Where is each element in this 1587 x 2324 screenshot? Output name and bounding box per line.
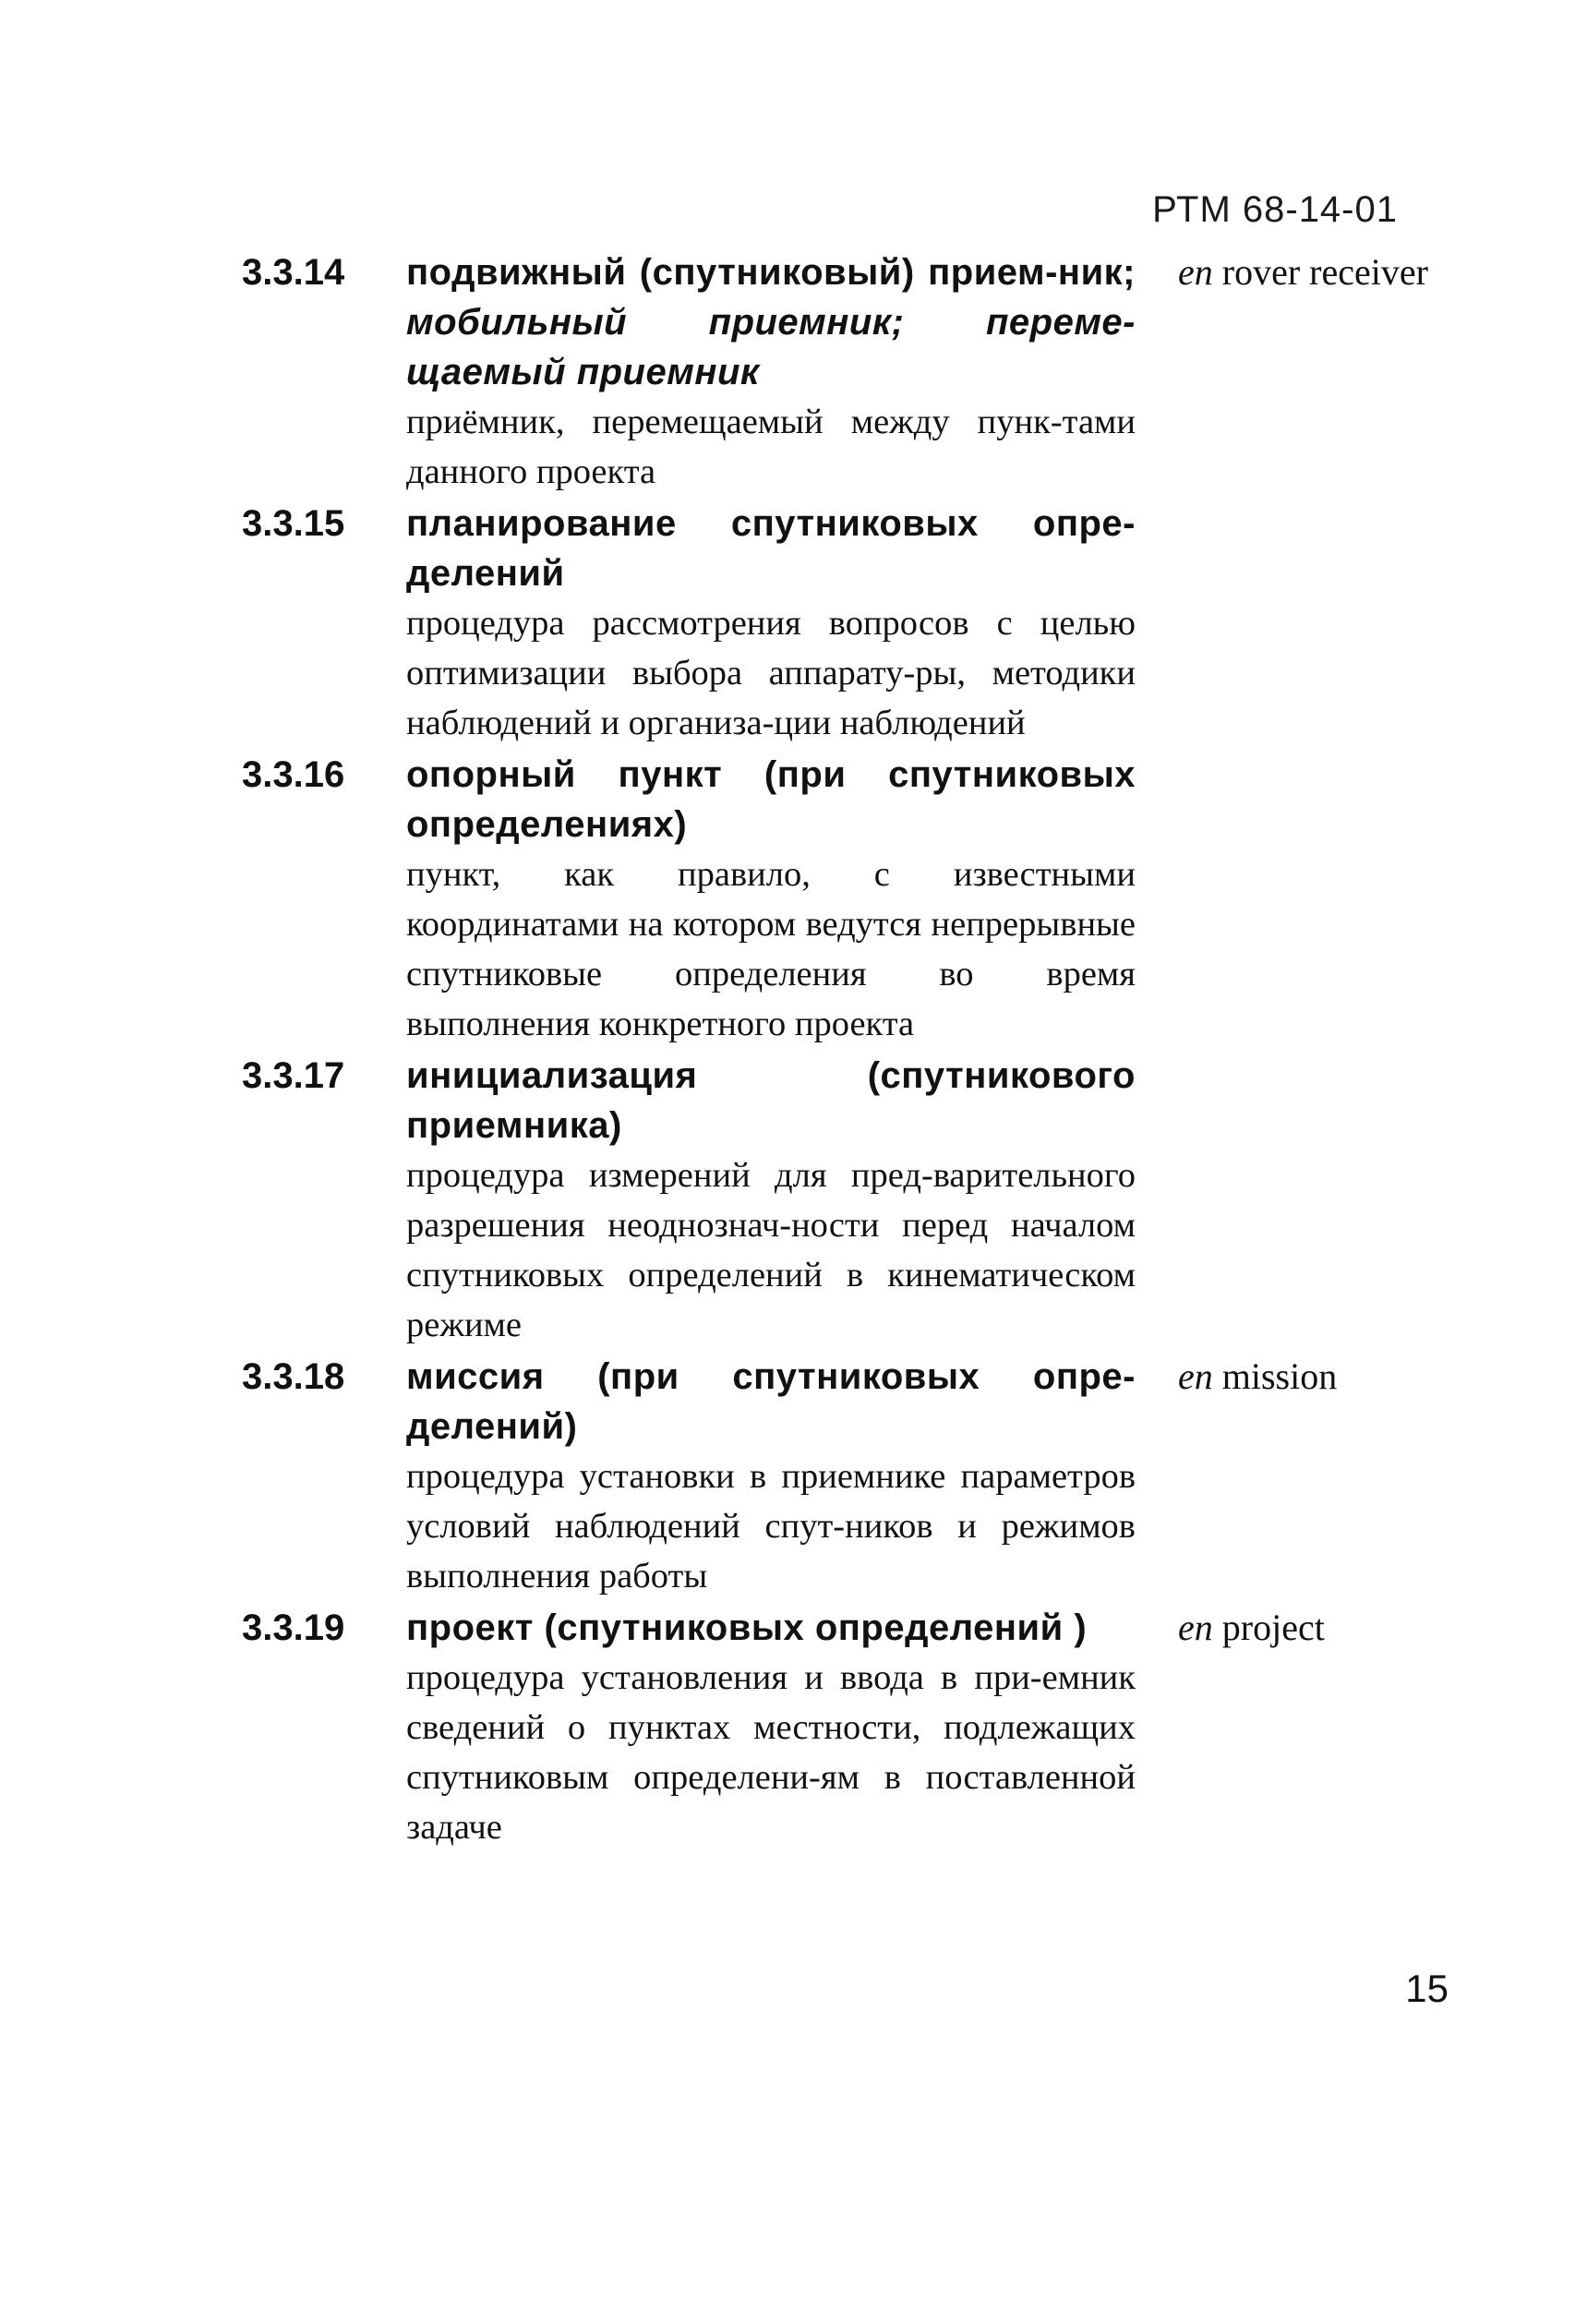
term-number: 3.3.19 — [242, 1608, 345, 1648]
term-entry — [242, 1352, 1442, 1601]
term-body — [406, 1603, 1136, 1852]
document-code: РТМ 68-14-01 — [1152, 189, 1398, 230]
term-equivalent-empty — [1136, 1051, 1442, 1350]
equivalent-language: en — [1178, 1607, 1213, 1648]
term-number: 3.3.17 — [242, 1055, 345, 1096]
term-title: опорный пункт (при спутниковых определениях) — [406, 754, 1136, 845]
term-title — [406, 247, 1136, 397]
term-synonyms: мобильный приемник; переме-щаемый приемник — [406, 302, 1136, 392]
term-number: 3.3.15 — [242, 503, 345, 544]
term-title: миссия (при спутниковых опре-делений) — [406, 1356, 1136, 1447]
term-definition: пункт, как правило, с известными координатами на котором ведутся непрерывные спутниковые определения во время выполнения конкретного проекта — [406, 855, 1136, 1043]
equivalent-language: en — [1178, 251, 1213, 293]
equivalent-term: mission — [1221, 1355, 1338, 1397]
term-entry — [242, 1051, 1442, 1350]
term-definition: процедура измерений для пред-варительного разрешения неоднознач-ности перед началом спутниковых определений в кинематическом режиме — [406, 1156, 1136, 1344]
term-number: 3.3.14 — [242, 252, 345, 293]
term-equivalent — [1136, 1352, 1442, 1601]
equivalent-language: en — [1178, 1355, 1213, 1397]
term-number: 3.3.18 — [242, 1356, 345, 1397]
term-body — [406, 499, 1136, 748]
term-definition: процедура рассмотрения вопросов с целью оптимизации выбора аппарату-ры, методики наблюдений и организа-ции наблюдений — [406, 604, 1136, 742]
term-main: подвижный (спутниковый) прием-ник; — [406, 252, 1136, 293]
term-equivalent-empty — [1136, 750, 1442, 1049]
term-equivalent — [1136, 247, 1442, 497]
term-equivalent — [1136, 1603, 1442, 1852]
term-body — [406, 750, 1136, 1049]
term-body — [406, 247, 1136, 497]
term-entry — [242, 499, 1442, 748]
equivalent-term: project — [1221, 1607, 1325, 1648]
equivalent-term: rover receiver — [1221, 251, 1428, 293]
term-definition: процедура установки в приемнике параметров условий наблюдений спут-ников и режимов выполнения работы — [406, 1457, 1136, 1595]
term-entry — [242, 750, 1442, 1049]
term-definition: приёмник, перемещаемый между пунк-тами данного проекта — [406, 403, 1136, 491]
term-title: инициализация (спутникового приемника) — [406, 1055, 1136, 1146]
term-entry — [242, 1603, 1442, 1852]
term-body — [406, 1051, 1136, 1350]
term-title: проект (спутниковых определений ) — [406, 1608, 1088, 1648]
term-definition: процедура установления и ввода в при-емник сведений о пунктах местности, подлежащих спутниковым определени-ям в поставленной задаче — [406, 1658, 1136, 1847]
term-body — [406, 1352, 1136, 1601]
term-number: 3.3.16 — [242, 754, 345, 795]
term-equivalent-empty — [1136, 499, 1442, 748]
page-number: 15 — [1405, 1967, 1449, 2010]
term-entry — [242, 247, 1442, 497]
terms-list — [242, 247, 1442, 1854]
term-title: планирование спутниковых опре-делений — [406, 503, 1136, 594]
